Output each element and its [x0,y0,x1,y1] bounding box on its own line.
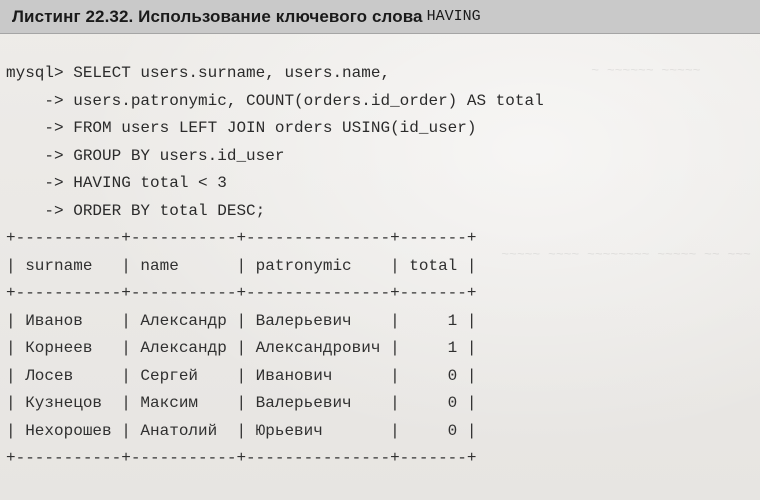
listing-header [0,0,760,34]
bleed-through-text: ~ ~~~~~~ ~~~~~ [591,63,701,78]
query-line: -> FROM users LEFT JOIN orders USING(id_user) [6,119,477,137]
table-border: +-----------+-----------+---------------+-------+ [6,284,477,302]
query-line: -> users.patronymic, COUNT(orders.id_order) AS total [6,91,544,110]
bleed-through-text: ~~~~~ ~~~~ ~~~~~~~~ ~~~~~ ~~ ~~~ [501,247,751,262]
table-row: | Кузнецов | Максим | Валерьевич | 0 | [6,394,477,412]
query-line: -> GROUP BY users.id_user [6,146,285,165]
table-border: +-----------+-----------+---------------+-------+ [6,449,477,467]
listing-title: Листинг 22.32. Использование ключевого слова [12,6,423,26]
table-header-row: | surname | name | patronymic | total | [6,256,477,275]
sql-listing [6,60,544,473]
table-row: | Корнеев | Александр | Александрович | 1 | [6,339,477,357]
listing-keyword: HAVING [426,8,481,25]
query-line: -> HAVING total < 3 [6,174,227,192]
table-row: | Нехорошев | Анатолий | Юрьевич | 0 | [6,421,477,440]
result-table [6,225,544,473]
query-line: -> ORDER BY total DESC; [6,201,266,220]
table-row: | Лосев | Сергей | Иванович | 0 | [6,366,477,385]
table-row: | Иванов | Александр | Валерьевич | 1 | [6,311,477,330]
table-border: +-----------+-----------+---------------+-------+ [6,229,477,247]
query-line: mysql> SELECT users.surname, users.name, [6,64,391,82]
